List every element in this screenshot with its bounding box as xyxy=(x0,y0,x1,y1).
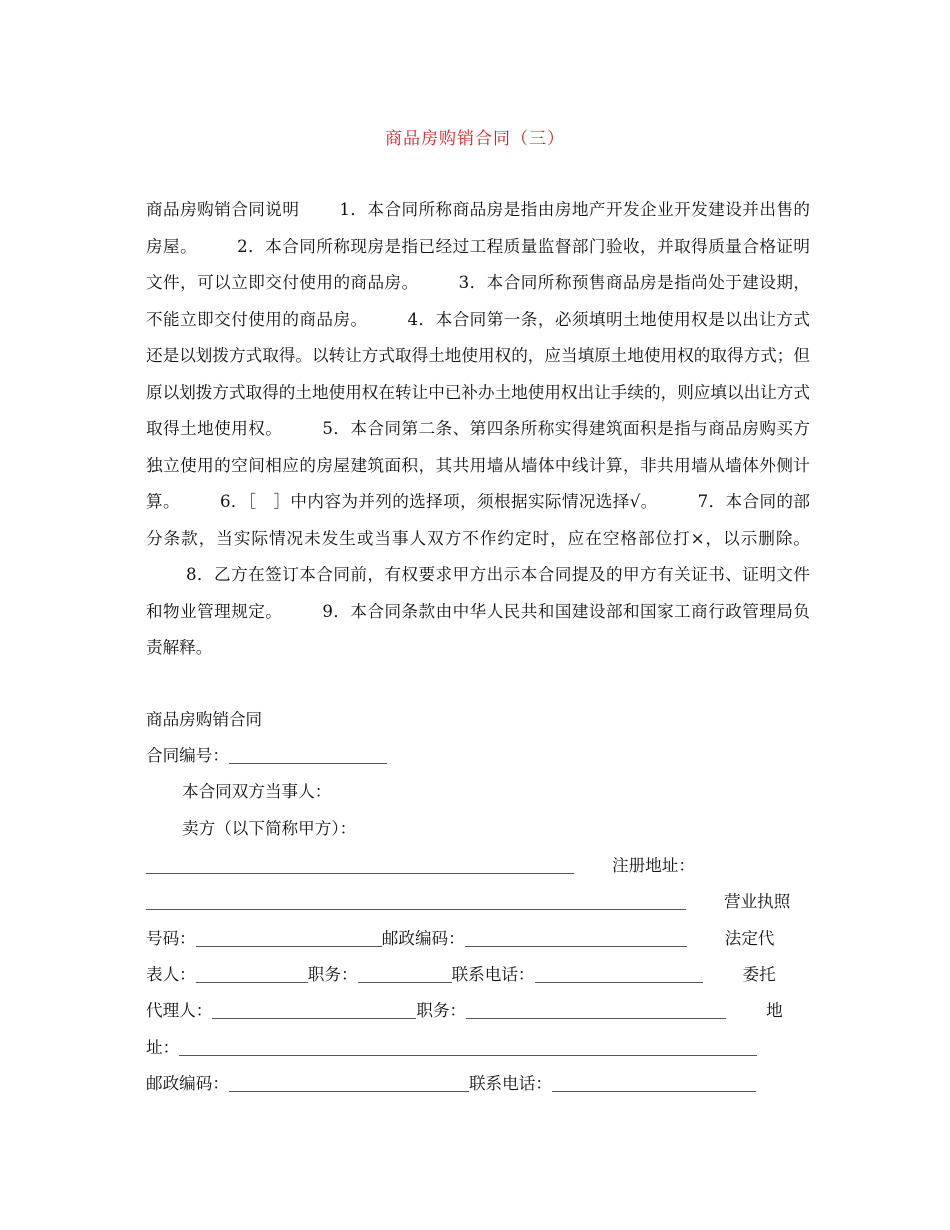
legal-rep-row xyxy=(146,961,776,985)
agent-label-start: 委托 xyxy=(742,965,776,984)
agent-position-blank[interactable] xyxy=(466,1001,726,1019)
contract-heading: 商品房购销合同 xyxy=(146,710,263,729)
reg-address-row xyxy=(146,888,790,912)
postcode-blank[interactable] xyxy=(465,929,687,947)
note-item: 2．本合同所称现房是指已经过工程质量监督部门验收，并取得质量合格证明文件，可以立即交付使用的商品房。 xyxy=(146,236,810,292)
reg-address-blank[interactable] xyxy=(146,892,686,910)
agent-position-label: 职务： xyxy=(416,1001,467,1020)
address-row xyxy=(146,1034,757,1058)
phone-label: 联系电话： xyxy=(451,965,535,984)
notes-heading: 商品房购销合同说明 xyxy=(146,200,300,219)
contract-number-row xyxy=(146,742,387,766)
seller-label: 卖方（以下简称甲方）： xyxy=(182,819,357,838)
reg-address-label: 注册地址： xyxy=(612,856,695,875)
address-label-start: 地 xyxy=(766,1001,783,1020)
seller-name-blank[interactable] xyxy=(146,856,574,874)
note-item: 3．本合同所称预售商品房是指尚处于建设期，不能立即交付使用的商品房。 xyxy=(146,273,810,329)
note-item: 8．乙方在签订本合同前，有权要求甲方出示本合同提及的甲方有关证书、证明文件和物业管理规定。 xyxy=(146,565,810,621)
note-item: 7．本合同的部分条款，当实际情况未发生或当事人双方不作约定时，应在空格部位打×，以示删除。 xyxy=(146,492,810,548)
note-item: 6．［ ］中内容为并列的选择项，须根据实际情况选择√。 xyxy=(219,492,658,511)
agent-row xyxy=(146,997,783,1021)
contract-number-label: 合同编号： xyxy=(146,746,229,765)
parties-label: 本合同双方当事人： xyxy=(182,782,332,801)
seller-name-row xyxy=(146,852,695,876)
note-item: 4．本合同第一条，必须填明土地使用权是以出让方式还是以划拨方式取得。以转让方式取得土地使用权的，应当填原土地使用权的取得方式；但原以划拨方式取得的土地使用权在转让中已补办土地使用权出让手续的，则应填以出让方式取得土地使用权。 xyxy=(146,309,811,438)
legal-rep-blank[interactable] xyxy=(196,965,308,983)
postcode-blank-2[interactable] xyxy=(229,1074,469,1092)
postcode-phone-row xyxy=(146,1070,756,1094)
note-item: 5．本合同第二条、第四条所称实得建筑面积是指与商品房购买方独立使用的空间相应的房屋建筑面积，其共用墙从墙体中线计算，非共用墙从墙体外侧计算。 xyxy=(146,419,811,511)
legal-rep-label-end: 表人： xyxy=(146,965,196,984)
license-row xyxy=(146,925,775,949)
address-label-end: 址： xyxy=(146,1038,180,1057)
phone-blank[interactable] xyxy=(535,965,703,983)
postcode-label: 邮政编码： xyxy=(381,929,465,948)
contract-notes xyxy=(146,192,810,667)
license-label-end: 号码： xyxy=(146,929,196,948)
contract-number-blank[interactable] xyxy=(229,746,387,764)
postcode-label-2: 邮政编码： xyxy=(146,1074,229,1093)
license-number-blank[interactable] xyxy=(196,929,382,947)
notes-paragraph xyxy=(146,192,810,667)
position-blank[interactable] xyxy=(358,965,452,983)
agent-blank[interactable] xyxy=(212,1001,416,1019)
position-label: 职务： xyxy=(307,965,358,984)
phone-label-2: 联系电话： xyxy=(468,1074,552,1093)
agent-label-end: 代理人： xyxy=(146,1001,213,1020)
page-title: 商品房购销合同（三） xyxy=(385,129,565,149)
license-label-start: 营业执照 xyxy=(724,892,791,911)
note-item: 1．本合同所称商品房是指由房地产开发企业开发建设并出售的房屋。 xyxy=(146,200,810,256)
address-blank[interactable] xyxy=(179,1038,757,1056)
legal-rep-label-start: 法定代 xyxy=(724,929,775,948)
note-item: 9．本合同条款由中华人民共和国建设部和国家工商行政管理局负责解释。 xyxy=(146,601,811,657)
phone-blank-2[interactable] xyxy=(552,1074,756,1092)
